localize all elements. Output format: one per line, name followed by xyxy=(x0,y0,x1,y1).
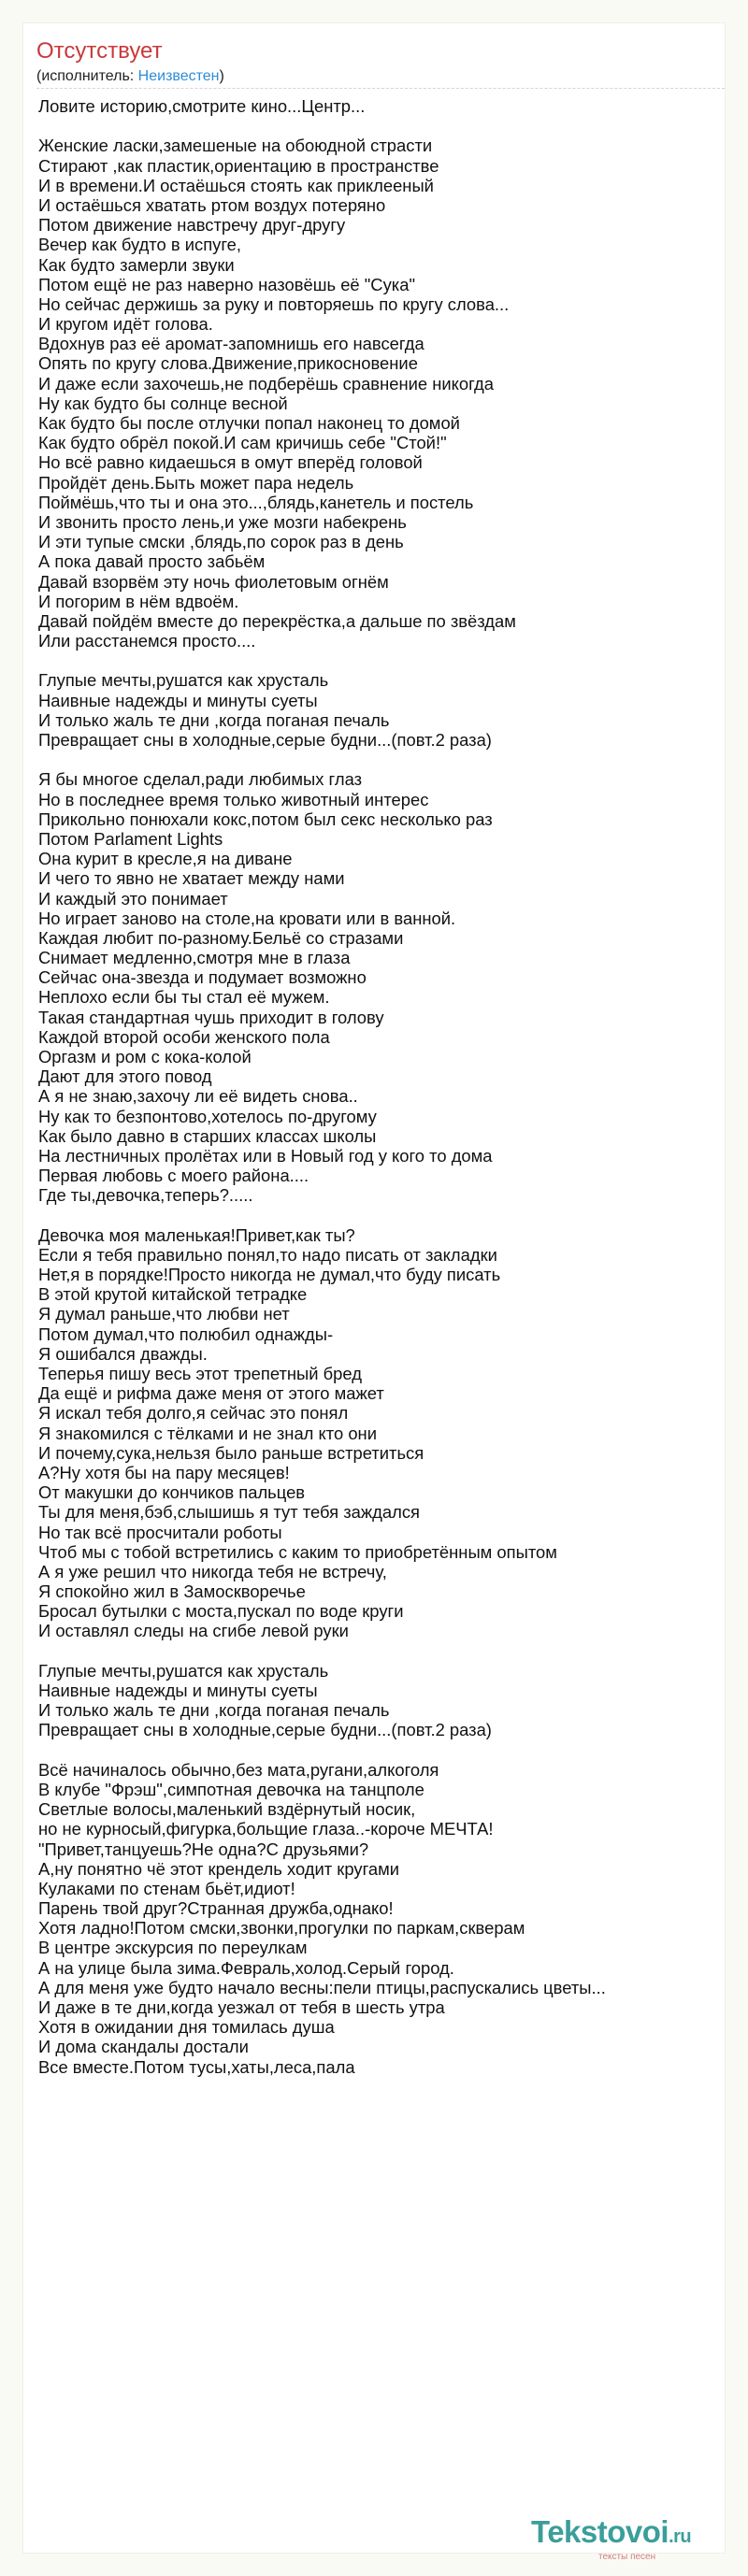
lyric-line: Глупые мечты,рушатся как хрусталь xyxy=(38,670,329,691)
lyric-line: И остаёшься хватать ртом воздух потеряно xyxy=(38,194,386,215)
lyric-line: Вечер как будто в испуге, xyxy=(38,235,242,255)
song-card xyxy=(22,22,726,2554)
lyric-line: И чего то явно не хватает между нами xyxy=(38,868,345,889)
lyric-line: На лестничных пролётах или в Новый год у кого то дома xyxy=(38,1145,493,1166)
lyric-line: Светлые волосы,маленький вздёрнутый носик, xyxy=(38,1799,416,1820)
lyric-line: Потом Parlament Lights xyxy=(38,828,223,849)
lyric-line: Девочка моя маленькая!Привет,как ты? xyxy=(38,1224,355,1245)
lyric-line: но не курносый,фигурка,больщие глаза..-короче МЕЧТА! xyxy=(38,1819,494,1839)
lyric-line: Опять по кругу слова.Движение,прикосновение xyxy=(38,353,418,374)
lyric-line: Глупые мечты,рушатся как хрусталь xyxy=(38,1660,329,1681)
stanza-break xyxy=(38,1740,712,1760)
lyric-line: И почему,сука,нельзя было раньше встретиться xyxy=(38,1442,424,1463)
lyric-line: Превращает сны в холодные,серые будни...(повт.2 раза) xyxy=(38,730,492,750)
lyric-line: Я знакомился с тёлками и не знал кто они xyxy=(38,1423,377,1443)
lyric-line: А для меня уже будто начало весны:пели птицы,распускались цветы... xyxy=(38,1977,606,1997)
logo-tagline: тексты песен xyxy=(598,2552,656,2562)
lyric-line: Все вместе.Потом тусы,хаты,леса,пала xyxy=(38,2056,355,2077)
lyric-line: И даже если захочешь,не подберёшь сравнение никогда xyxy=(38,373,494,394)
lyric-line: Наивные надежды и минуты суеты xyxy=(38,690,318,710)
lyric-line: Потом думал,что полюбил однажды- xyxy=(38,1324,334,1344)
lyric-line: Чтоб мы с тобой встретились с каким то приобретённым опытом xyxy=(38,1541,557,1562)
lyric-line: Стирают ,как пластик,ориентацию в пространстве xyxy=(38,155,439,176)
lyric-line: Всё начиналось обычно,без мата,ругани,алкоголя xyxy=(38,1759,439,1780)
lyric-line: Дают для этого повод xyxy=(38,1066,212,1087)
lyric-line: И эти тупые смски ,блядь,по сорок раз в день xyxy=(38,532,404,552)
lyric-line: Нет,я в порядке!Просто никогда не думал,что буду писать xyxy=(38,1265,501,1285)
lyric-line: Я искал тебя долго,я сейчас это понял xyxy=(38,1403,349,1424)
lyric-line: Бросал бутылки с моста,пускал по воде круги xyxy=(38,1601,404,1622)
lyric-line: А,ну понятно чё этот крендель ходит кругами xyxy=(38,1858,400,1879)
lyric-line: А я не знаю,захочу ли её видеть снова.. xyxy=(38,1086,358,1107)
lyric-line: Превращает сны в холодные,серые будни...(повт.2 раза) xyxy=(38,1720,492,1740)
lyric-line: Парень твой друг?Странная дружба,однако! xyxy=(38,1898,394,1919)
lyric-line: Неплохо если бы ты стал её мужем. xyxy=(38,987,330,1008)
title-divider xyxy=(36,88,725,89)
artist-link[interactable]: Неизвестен xyxy=(137,68,220,84)
lyric-line: Но в последнее время только животный интерес xyxy=(38,789,429,809)
lyric-line: Если я тебя правильно понял,то надо писать от закладки xyxy=(38,1244,497,1265)
lyric-line: А я уже решил что никогда тебя не встречу, xyxy=(38,1561,387,1581)
lyric-line: Я думал раньше,что любви нет xyxy=(38,1304,290,1324)
stanza-break xyxy=(38,651,712,670)
lyric-line: Но так всё просчитали роботы xyxy=(38,1522,282,1542)
lyric-line: Пройдёт день.Быть может пара недель xyxy=(38,472,354,493)
artist-line xyxy=(36,68,224,85)
lyric-line: Женские ласки,замешеные на обоюдной страсти xyxy=(38,136,433,156)
lyric-line: "Привет,танцуешь?Не одна?С друзьями? xyxy=(38,1839,369,1859)
lyric-line: Как было давно в старших классах школы xyxy=(38,1125,377,1146)
lyric-line: Каждой второй особи женского пола xyxy=(38,1026,330,1047)
lyric-line: Или расстанемся просто.... xyxy=(38,631,256,651)
stanza-break xyxy=(38,1641,712,1661)
lyric-line: Но сейчас держишь за руку и повторяешь по кругу слова... xyxy=(38,293,510,314)
lyric-line: Я ошибался дважды. xyxy=(38,1343,208,1364)
lyric-line: В клубе "Фрэш",симпотная девочка на танцполе xyxy=(38,1779,424,1799)
stanza-break xyxy=(38,750,712,769)
lyric-line: Да ещё и рифма даже меня от этого мажет xyxy=(38,1383,384,1404)
site-logo[interactable] xyxy=(531,2514,718,2567)
lyric-line: И в времени.И остаёшься стоять как приклееный xyxy=(38,175,434,195)
lyric-line: Снимает медленно,смотря мне в глаза xyxy=(38,948,351,968)
stanza-break xyxy=(38,116,712,136)
lyric-line: Как будто замерли звуки xyxy=(38,254,235,275)
lyric-line: Каждая любит по-разному.Бельё со стразами xyxy=(38,927,404,948)
lyric-line: Наивные надежды и минуты суеты xyxy=(38,1681,318,1700)
lyric-line: От макушки до кончиков пальцев xyxy=(38,1482,306,1503)
lyric-line: Она курит в кресле,я на диване xyxy=(38,849,293,869)
lyric-line: И даже в те дни,когда уезжал от тебя в шесть утра xyxy=(38,1997,445,2017)
lyric-line: Но всё равно кидаешься в омут вперёд головой xyxy=(38,452,423,473)
artist-suffix: ) xyxy=(219,68,224,84)
lyric-line: В центре экскурсия по переулкам xyxy=(38,1938,308,1958)
lyric-line: Где ты,девочка,теперь?..... xyxy=(38,1185,253,1206)
lyric-line: Я спокойно жил в Замоскворечье xyxy=(38,1581,306,1602)
lyric-line: Хотя ладно!Потом смски,звонки,прогулки по паркам,скверам xyxy=(38,1918,525,1939)
lyric-line: И только жаль те дни ,когда поганая печаль xyxy=(38,1700,390,1721)
logo-wordmark xyxy=(531,2514,691,2550)
lyric-line: Как будто обрёл покой.И сам кричишь себе "Стой!" xyxy=(38,433,447,453)
lyric-line: Поймёшь,что ты и она это...,блядь,канетель и постель xyxy=(38,492,474,512)
lyric-line: В этой крутой китайской тетрадке xyxy=(38,1284,308,1305)
lyric-line: Вдохнув раз её аромат-запомнишь его навсегда xyxy=(38,334,424,354)
lyric-line: Давай взорвём эту ночь фиолетовым огнём xyxy=(38,571,389,592)
logo-main-text: Tekstovoi xyxy=(531,2514,669,2549)
lyric-line: А?Ну хотя бы на пару месяцев! xyxy=(38,1462,290,1482)
lyrics-body xyxy=(38,96,712,2077)
lyric-line: И только жаль те дни ,когда поганая печаль xyxy=(38,709,390,730)
lyric-line: Ты для меня,бэб,слышишь я тут тебя заждался xyxy=(38,1502,421,1523)
lyric-line: Ну как будто бы солнце весной xyxy=(38,393,288,413)
lyric-line: Первая любовь с моего района.... xyxy=(38,1166,309,1186)
lyric-line: И кругом идёт голова. xyxy=(38,314,213,335)
lyric-line: А на улице была зима.Февраль,холод.Серый город. xyxy=(38,1957,454,1978)
lyric-line: И погорим в нём вдвоём. xyxy=(38,591,239,611)
lyric-line: Я бы многое сделал,ради любимых глаз xyxy=(38,769,363,790)
lyric-line: Потом движение навстречу друг-другу xyxy=(38,215,346,236)
logo-tld: .ru xyxy=(669,2526,692,2547)
song-title: Отсутствует xyxy=(36,38,163,64)
lyric-line: Сейчас она-звезда и подумает возможно xyxy=(38,967,367,988)
lyric-line: Как будто бы после отлучки попал наконец то домой xyxy=(38,413,460,433)
lyric-line: Потом ещё не раз наверно назовёшь её "Сука" xyxy=(38,274,415,294)
stanza-break xyxy=(38,1206,712,1225)
lyric-line: И дома скандалы достали xyxy=(38,2037,249,2057)
lyric-line: А пока давай просто забьём xyxy=(38,551,266,572)
lyric-line: Такая стандартная чушь приходит в голову xyxy=(38,1007,384,1027)
lyric-line: Кулаками по стенам бьёт,идиот! xyxy=(38,1878,295,1898)
lyric-line: Оргазм и ром с кока-колой xyxy=(38,1047,252,1066)
lyric-line: Прикольно понюхали кокс,потом был секс несколько раз xyxy=(38,809,493,829)
lyric-line: И звонить просто лень,и уже мозги набекрень xyxy=(38,511,407,532)
lyric-line: И оставлял следы на сгибе левой руки xyxy=(38,1621,349,1641)
lyric-line: И каждый это понимает xyxy=(38,888,228,909)
lyric-line: Ну как то безпонтово,хотелось по-другому xyxy=(38,1106,377,1126)
lyric-line: Теперья пишу весь этот трепетный бред xyxy=(38,1364,362,1383)
lyric-line: Давай пойдём вместе до перекрёстка,а дальше по звёздам xyxy=(38,610,516,631)
artist-prefix: (исполнитель: xyxy=(36,68,138,84)
lyric-line: Но играет заново на столе,на кровати или в ванной. xyxy=(38,908,456,928)
lyric-line: Ловите историю,смотрите кино...Центр... xyxy=(38,96,366,116)
lyric-line: Хотя в ожидании дня томилась душа xyxy=(38,2017,335,2038)
